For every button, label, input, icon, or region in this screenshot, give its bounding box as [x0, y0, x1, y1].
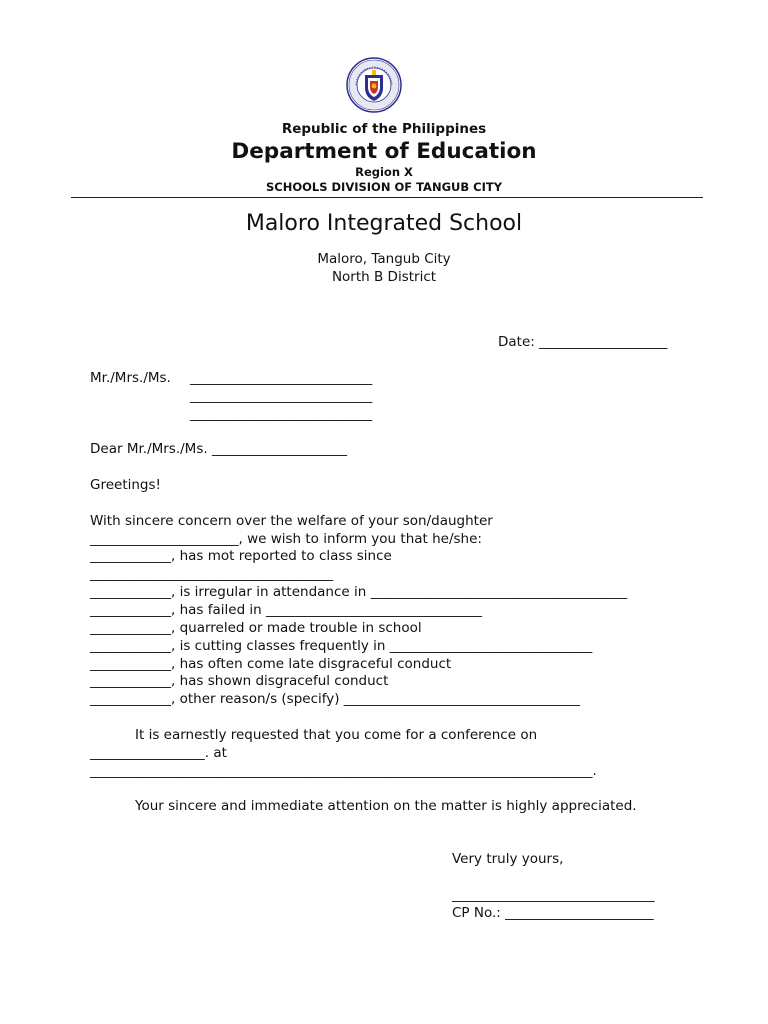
- body-line: ____________, has failed in ________________________________: [90, 602, 483, 618]
- body-line: ____________________________________: [90, 566, 333, 582]
- body-line: ____________, has shown disgraceful conduct: [90, 673, 389, 689]
- body-line: ____________, other reason/s (specify) ___________________________________: [90, 691, 581, 707]
- addressee-line: ___________________________: [190, 406, 373, 422]
- header-republic: Republic of the Philippines: [281, 121, 487, 137]
- body-line: ____________, has often come late disgraceful conduct: [90, 656, 452, 672]
- header-region: Region X: [355, 165, 413, 179]
- salutation: Dear Mr./Mrs./Ms. ____________________: [90, 441, 347, 457]
- request-line: _________________. at: [90, 745, 227, 761]
- body-line: ____________, has mot reported to class since: [90, 548, 392, 564]
- deped-seal-icon: [346, 57, 402, 113]
- closing-paragraph: Your sincere and immediate attention on the matter is highly appreciated.: [135, 798, 637, 814]
- addressee-label: Mr./Mrs./Ms.: [90, 370, 171, 386]
- school-name: Maloro Integrated School: [245, 211, 523, 236]
- header-divider: [71, 197, 703, 198]
- addressee-line: ___________________________: [190, 370, 373, 386]
- addressee-line: ___________________________: [190, 388, 373, 404]
- header-division: SCHOOLS DIVISION OF TANGUB CITY: [265, 180, 503, 194]
- date-field: Date: ___________________: [498, 334, 668, 350]
- body-line: ____________, quarreled or made trouble in school: [90, 620, 422, 636]
- closing: Very truly yours,: [452, 851, 564, 867]
- header-department: Department of Education: [231, 139, 537, 164]
- request-line: It is earnestly requested that you come for a conference on: [135, 727, 538, 743]
- request-line: ___________________________________________________________________________.: [90, 763, 597, 779]
- school-address: Maloro, Tangub City: [317, 251, 451, 267]
- cp-number: CP No.: ______________________: [452, 905, 654, 921]
- body-line: ____________, is cutting classes frequently in ______________________________: [90, 638, 593, 654]
- body-line: With sincere concern over the welfare of your son/daughter: [90, 513, 493, 529]
- signature-line: ______________________________: [452, 887, 655, 903]
- school-district: North B District: [331, 269, 437, 285]
- greeting: Greetings!: [90, 477, 161, 493]
- body-line: ______________________, we wish to inform you that he/she:: [90, 531, 482, 547]
- body-line: ____________, is irregular in attendance in ______________________________________: [90, 584, 628, 600]
